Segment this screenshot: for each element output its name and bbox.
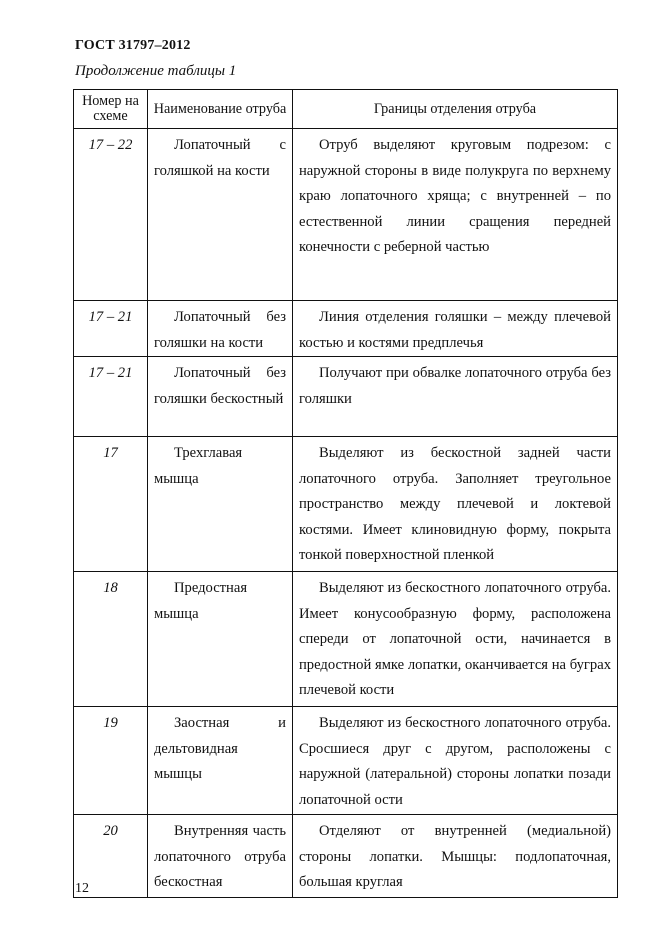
row-cut-name: Лопаточный с голяшкой на кости <box>148 129 293 301</box>
row-number: 17 – 21 <box>74 301 148 357</box>
row-description: Отделяют от внутренней (медиальной) стороны лопатки. Мышцы: подлопаточная, большая круглая <box>293 815 618 898</box>
row-cut-name: Предостная мышца <box>148 572 293 707</box>
row-number: 20 <box>74 815 148 898</box>
table-row <box>74 357 618 437</box>
row-cut-name: Внутренняя часть лопаточного отруба бескостная <box>148 815 293 898</box>
column-header-name: Наименование отруба <box>148 90 293 129</box>
row-description: Линия отделения голяшки – между плечевой костью и костями предплечья <box>293 301 618 357</box>
cuts-table <box>73 89 618 898</box>
row-description: Выделяют из бескостного лопаточного отруба. Имеет конусообразную форму, расположена спереди от лопаточной ости, начинается в предостной ямке лопатки, оканчивается на буграх плечевой кости <box>293 572 618 707</box>
row-description: Выделяют из бескостного лопаточного отруба. Сросшиеся друг с другом, расположены с наружной (латеральной) стороны лопатки позади лопаточной ости <box>293 707 618 815</box>
table-row <box>74 301 618 357</box>
column-header-boundaries: Границы отделения отруба <box>293 90 618 129</box>
row-cut-name: Лопаточный без голяшки на кости <box>148 301 293 357</box>
row-description: Отруб выделяют круговым подрезом: с наружной стороны в виде полукруга по верхнему краю лопаточного хряща; с внутренней – по естественной линии сращения передней конечности с реберной частью <box>293 129 618 301</box>
document-code: ГОСТ 31797–2012 <box>75 38 191 53</box>
table-row <box>74 129 618 301</box>
page-number: 12 <box>75 881 89 896</box>
row-number: 17 – 22 <box>74 129 148 301</box>
table-row <box>74 437 618 572</box>
row-description: Выделяют из бескостной задней части лопаточного отруба. Заполняет треугольное пространство между плечевой и локтевой костями. Имеет клиновидную форму, покрыта тонкой поверхностной пленкой <box>293 437 618 572</box>
table-continuation-caption: Продолжение таблицы 1 <box>75 63 237 79</box>
row-number: 17 <box>74 437 148 572</box>
row-number: 19 <box>74 707 148 815</box>
row-cut-name: Заостная и дельтовидная мышцы <box>148 707 293 815</box>
row-description: Получают при обвалке лопаточного отруба без голяшки <box>293 357 618 437</box>
row-cut-name: Лопаточный без голяшки бескостный <box>148 357 293 437</box>
table-row <box>74 572 618 707</box>
row-cut-name: Трехглавая мышца <box>148 437 293 572</box>
table-header-row <box>74 90 618 129</box>
row-number: 17 – 21 <box>74 357 148 437</box>
column-header-number: Номер на схеме <box>74 90 148 129</box>
row-number: 18 <box>74 572 148 707</box>
table-row <box>74 815 618 898</box>
table-row <box>74 707 618 815</box>
